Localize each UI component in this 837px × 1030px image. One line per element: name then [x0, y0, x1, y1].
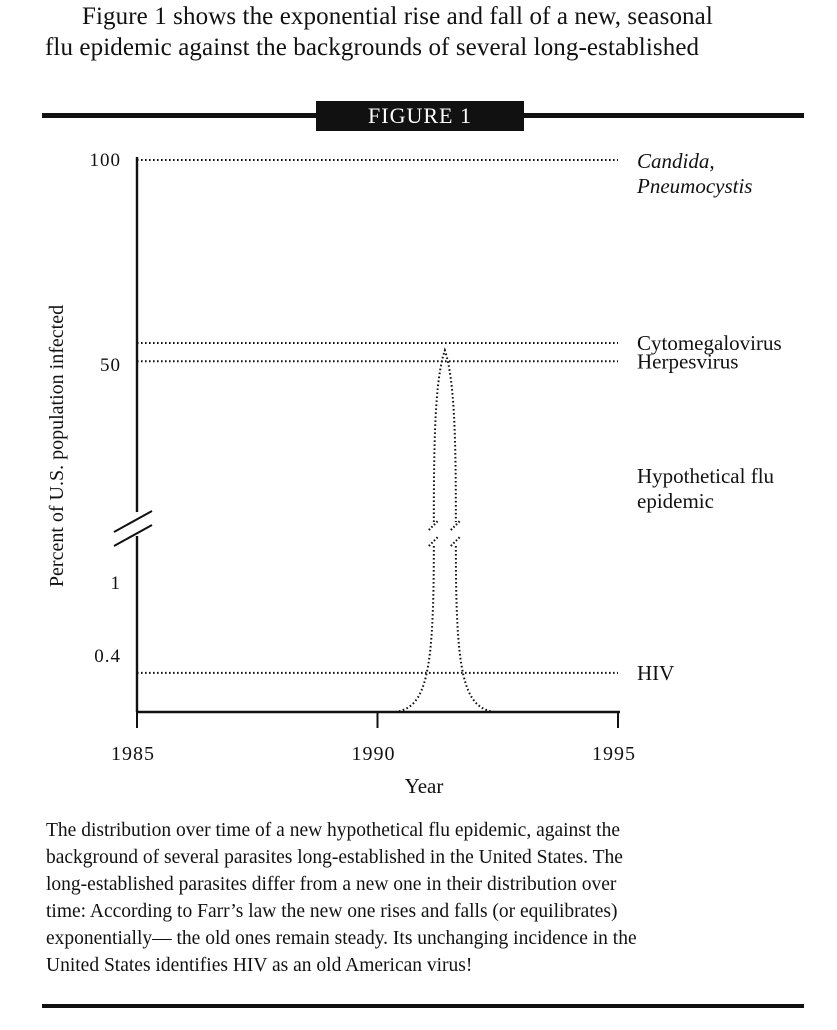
caption-line-5: exponentially— the old ones remain steady. Its unchanging incidence in the [46, 928, 637, 949]
series-label-hypothetical-flu-epidemic-1: Hypothetical flu [637, 464, 775, 488]
series-line-hypothetical-flu-epidemic-lower [395, 546, 495, 712]
caption-line-4: time: According to Farr’s law the new one rises and falls (or equilibrates) [46, 901, 618, 922]
caption-line-2: background of several parasites long-established in the United States. The [46, 847, 623, 868]
figure-label: FIGURE 1 [316, 101, 524, 131]
flu-break-mark-3 [429, 536, 439, 546]
chart [0, 130, 837, 810]
flu-break-mark-4 [451, 536, 461, 546]
chart-labels [636, 149, 782, 685]
caption-line-1: The distribution over time of a new hypothetical flu epidemic, against the [46, 820, 621, 841]
x-axis-title: Year [404, 774, 444, 798]
series-label-cytomegalovirus: Cytomegalovirus [637, 331, 782, 355]
caption-line-3: long-established parasites differ from a new one in their distribution over [46, 874, 617, 895]
x-tick-label-1985: 1985 [111, 743, 155, 765]
caption-line-6: United States identifies HIV as an old American virus! [46, 955, 473, 976]
y-tick-label-50: 50 [100, 355, 121, 376]
series-label-hypothetical-flu-epidemic-2: epidemic [637, 489, 714, 513]
series-label-candida-pneumocystis-1: Candida, [637, 149, 715, 173]
x-tick-label-1990: 1990 [351, 743, 396, 765]
series-line-hypothetical-flu-epidemic-upper [434, 350, 456, 522]
intro-line-2: flu epidemic against the backgrounds of several long-established [45, 34, 700, 61]
intro-line-1: Figure 1 shows the exponential rise and fall of a new, seasonal [82, 3, 713, 30]
y-axis-title: Percent of U.S. population infected [46, 304, 68, 588]
chart-series [137, 160, 618, 712]
series-label-hiv: HIV [637, 660, 675, 685]
y-tick-label-0.4: 0.4 [94, 646, 121, 667]
figure-bottom-rule [42, 1004, 804, 1008]
y-tick-label-100: 100 [89, 150, 121, 171]
chart-axes [46, 150, 636, 798]
y-tick-label-1: 1 [110, 573, 121, 594]
x-tick-label-1995: 1995 [592, 743, 636, 765]
series-label-candida-pneumocystis-2: Pneumocystis [637, 174, 753, 198]
series-label-herpesvirus: Herpesvirus [637, 349, 739, 374]
